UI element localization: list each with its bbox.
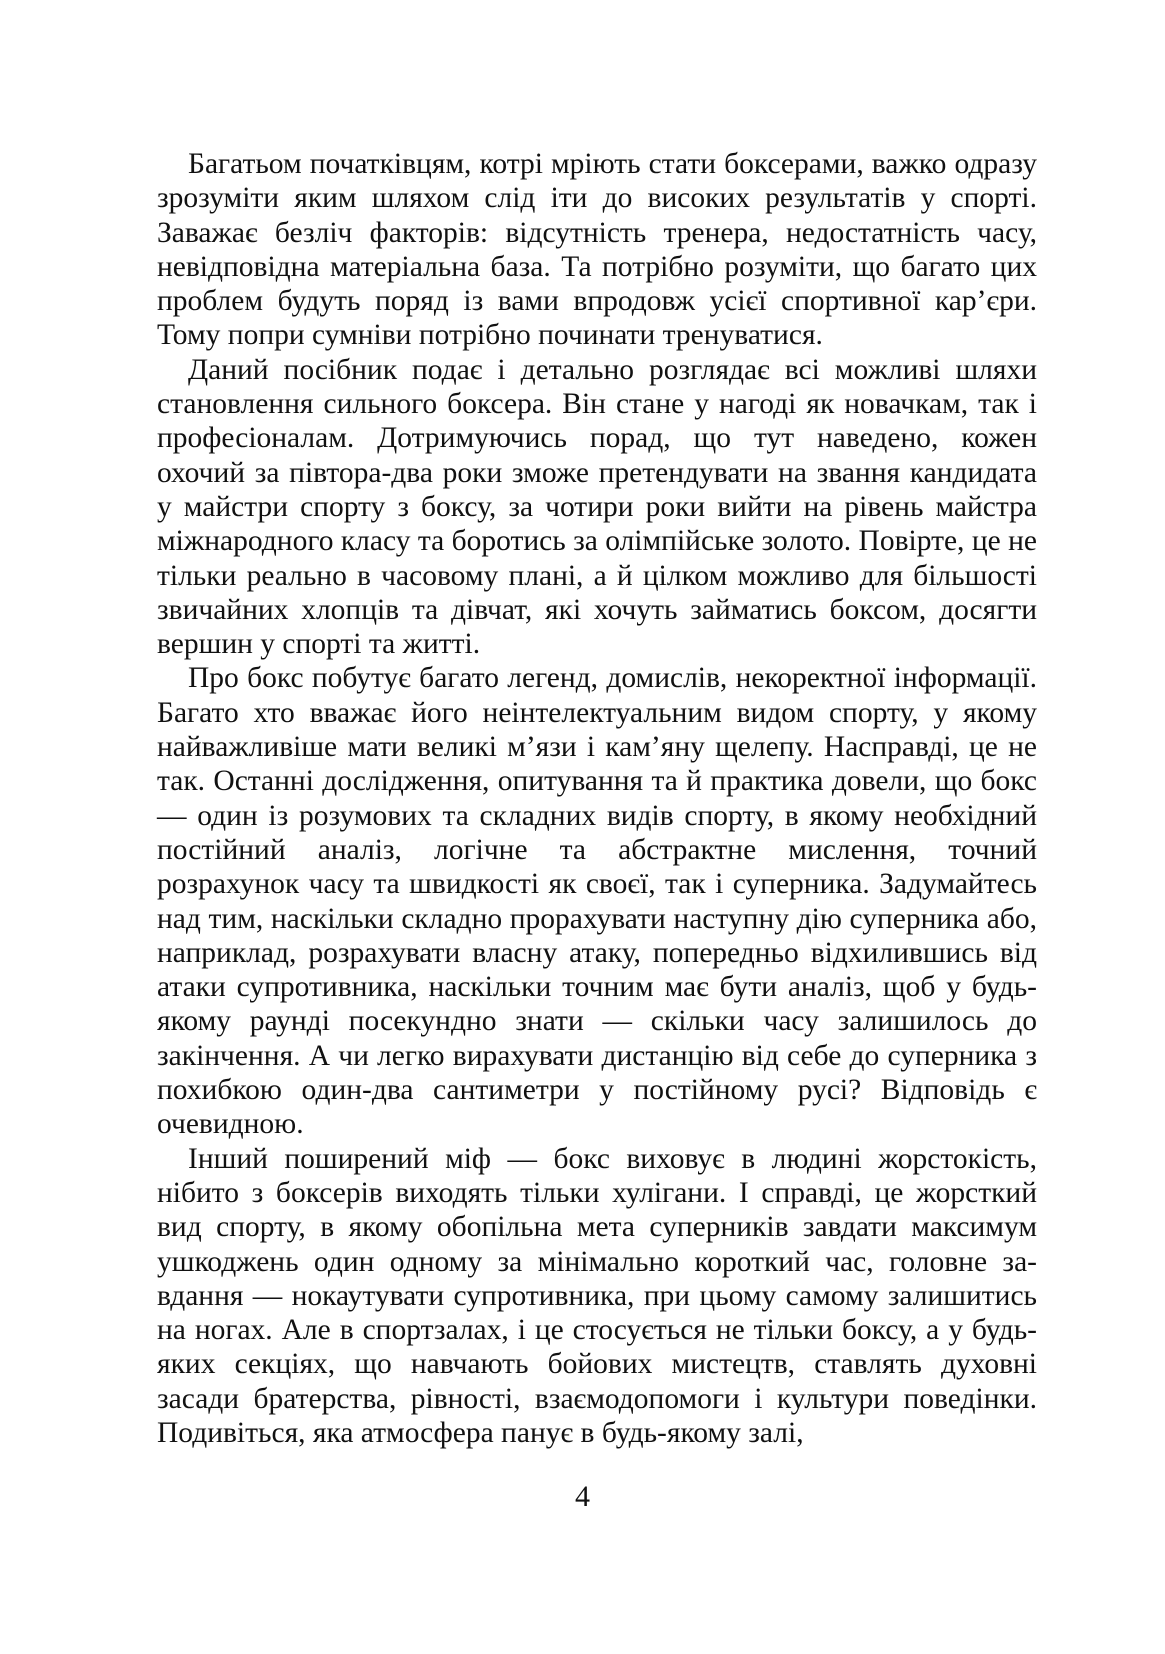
paragraph-1: Багатьом початківцям, котрі мріють стати боксерами, важко одразу зрозуміти яким шляхом слід іти до високих результатів у спорті. Заважає безліч факторів: відсутність тренера, недостатність часу, невідповідна матеріальна база. Та потрібно розуміти, що багато цих проблем будуть поряд із вами впродовж усієї спортивної кар’єри. Тому попри сумніви потрібно починати тренуватися. (157, 148, 1037, 352)
body-text (157, 147, 1037, 1450)
paragraph-3: Про бокс побутує багато легенд, домислів, некоректної інформації. Багато хто вважає його неінтелектуальним видом спорту, у якому найважливіше мати великі м’язи і кам’яну щелепу. Насправді, це не так. Останні дослідження, опитування та й практика довели, що бокс — один із розумових та складних видів спорту, в якому необхідний постійний аналіз, логічне та абстрактне мислення, точний розрахунок часу та швидкості як своєї, так і суперника. Задумайтесь над тим, наскільки складно прорахувати наступну дію суперника або, наприклад, розрахувати власну атаку, попередньо відхилившись від атаки супротивника, наскільки точним має бути аналіз, щоб у будь-якому раунді посекундно знати — скільки часу залишилось до закінчення. А чи легко вирахувати дистанцію від себе до суперника з похибкою один-два сантиметри у постійному русі? Відповідь є очевидною. (157, 662, 1037, 1141)
paragraph-4: Інший поширений міф — бокс виховує в людині жорстокість, нібито з боксерів виходять тільки хулігани. І справді, це жорсткий вид спорту, в якому обопільна мета суперників завдати максимум ушкоджень один одному за мінімально короткий час, головне завдання — нокаутувати супротивника, при цьому самому залишитись на ногах. Але в спортзалах, і це стосується не тільки боксу, а у будь-яких секціях, що навчають бойових мистецтв, ставлять духовні засади братерства, рівності, взаємодопомоги і культури поведінки. Подивіться, яка атмосфера панує в будь-якому залі, (157, 1142, 1037, 1449)
page-number: 4 (575, 1480, 590, 1513)
paragraph-2: Даний посібник подає і детально розглядає всі можливі шляхи становлення сильного боксера. Він стане у нагоді як новачкам, так і професіоналам. Дотримуючись порад, що тут наведено, кожен охочий за півтора-два роки зможе претендувати на звання кандидата у майстри спорту з боксу, за чотири роки вийти на рівень майстра міжнародного класу та боротись за олімпійське золото. Повірте, це не тільки реально в часовому плані, а й цілком можливо для більшості звичайних хлопців та дівчат, які хочуть займатись боксом, досягти вершин у спорті та житті. (157, 353, 1037, 661)
